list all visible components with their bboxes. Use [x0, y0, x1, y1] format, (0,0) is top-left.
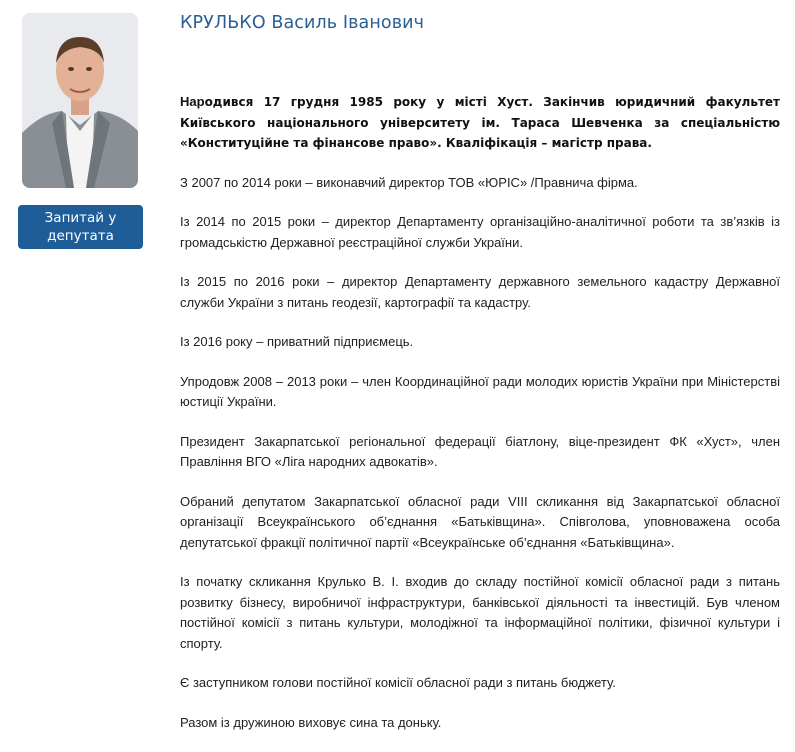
biography	[180, 92, 780, 752]
bio-paragraph: Разом із дружиною виховує сина та доньку.	[180, 714, 442, 730]
deputy-name-title: КРУЛЬКО Василь Іванович	[180, 13, 425, 33]
bio-paragraph: Є заступником голови постійної комісії обласної ради з питань бюджету.	[180, 675, 616, 690]
lead-text: одився 17 грудня 1985 року у місті Хуст. Закінчив юридичний факультет Київського національного університету ім. Тараса Шевченка за спеціальністю «Конституційне та фінансове право». Кваліфікація – магістр права.	[180, 95, 780, 150]
bio-paragraph: Обраний депутатом Закарпатської обласної ради VIII скликання від Закарпатської обласної організації Всеукраїнського об’єднання «Батьківщина». Співголова, уповноважена особа депутатської фракції політичної партії «Всеукраїнське об’єднання «Батьківщина».	[180, 493, 780, 550]
bio-paragraph: Президент Закарпатської регіональної федерації біатлону, віце-президент ФК «Хуст», член Правління ВГО «Ліга народних адвокатів».	[180, 433, 780, 469]
bio-paragraph: З 2007 по 2014 роки – виконавчий директор ТОВ «ЮРІС» /Правнича фірма.	[180, 174, 638, 190]
bio-lead-paragraph	[180, 92, 780, 154]
portrait-image	[22, 13, 138, 188]
bio-paragraph: Із 2015 по 2016 роки – директор Департаменту державного земельного кадастру Державної служби України з питань геодезії, картографії та кадастру.	[180, 274, 780, 310]
deputy-photo	[22, 13, 138, 188]
bio-paragraph: Із 2014 по 2015 роки – директор Департаменту організаційно-аналітичної роботи та зв’язків із громадськістю Державної реєстраційної служби України.	[180, 214, 780, 250]
bio-paragraph: Із початку скликання Крулько В. І. входив до складу постійної комісії обласної ради з питань розвитку бізнесу, виробничої інфраструктури, банківської діяльності та інвестицій. Був членом постійної комісії з питань культури, молодіжної та інформаційної політики, фізичної культури і спорту.	[180, 574, 780, 651]
bio-paragraph: Упродовж 2008 – 2013 роки – член Координаційної ради молодих юристів України при Міністерстві юстиції України.	[180, 373, 780, 409]
lead-prefix: Нар	[180, 94, 205, 109]
bio-paragraph: Із 2016 року – приватний підприємець.	[180, 334, 414, 349]
ask-deputy-button[interactable]: Запитай у депутата	[18, 205, 143, 249]
